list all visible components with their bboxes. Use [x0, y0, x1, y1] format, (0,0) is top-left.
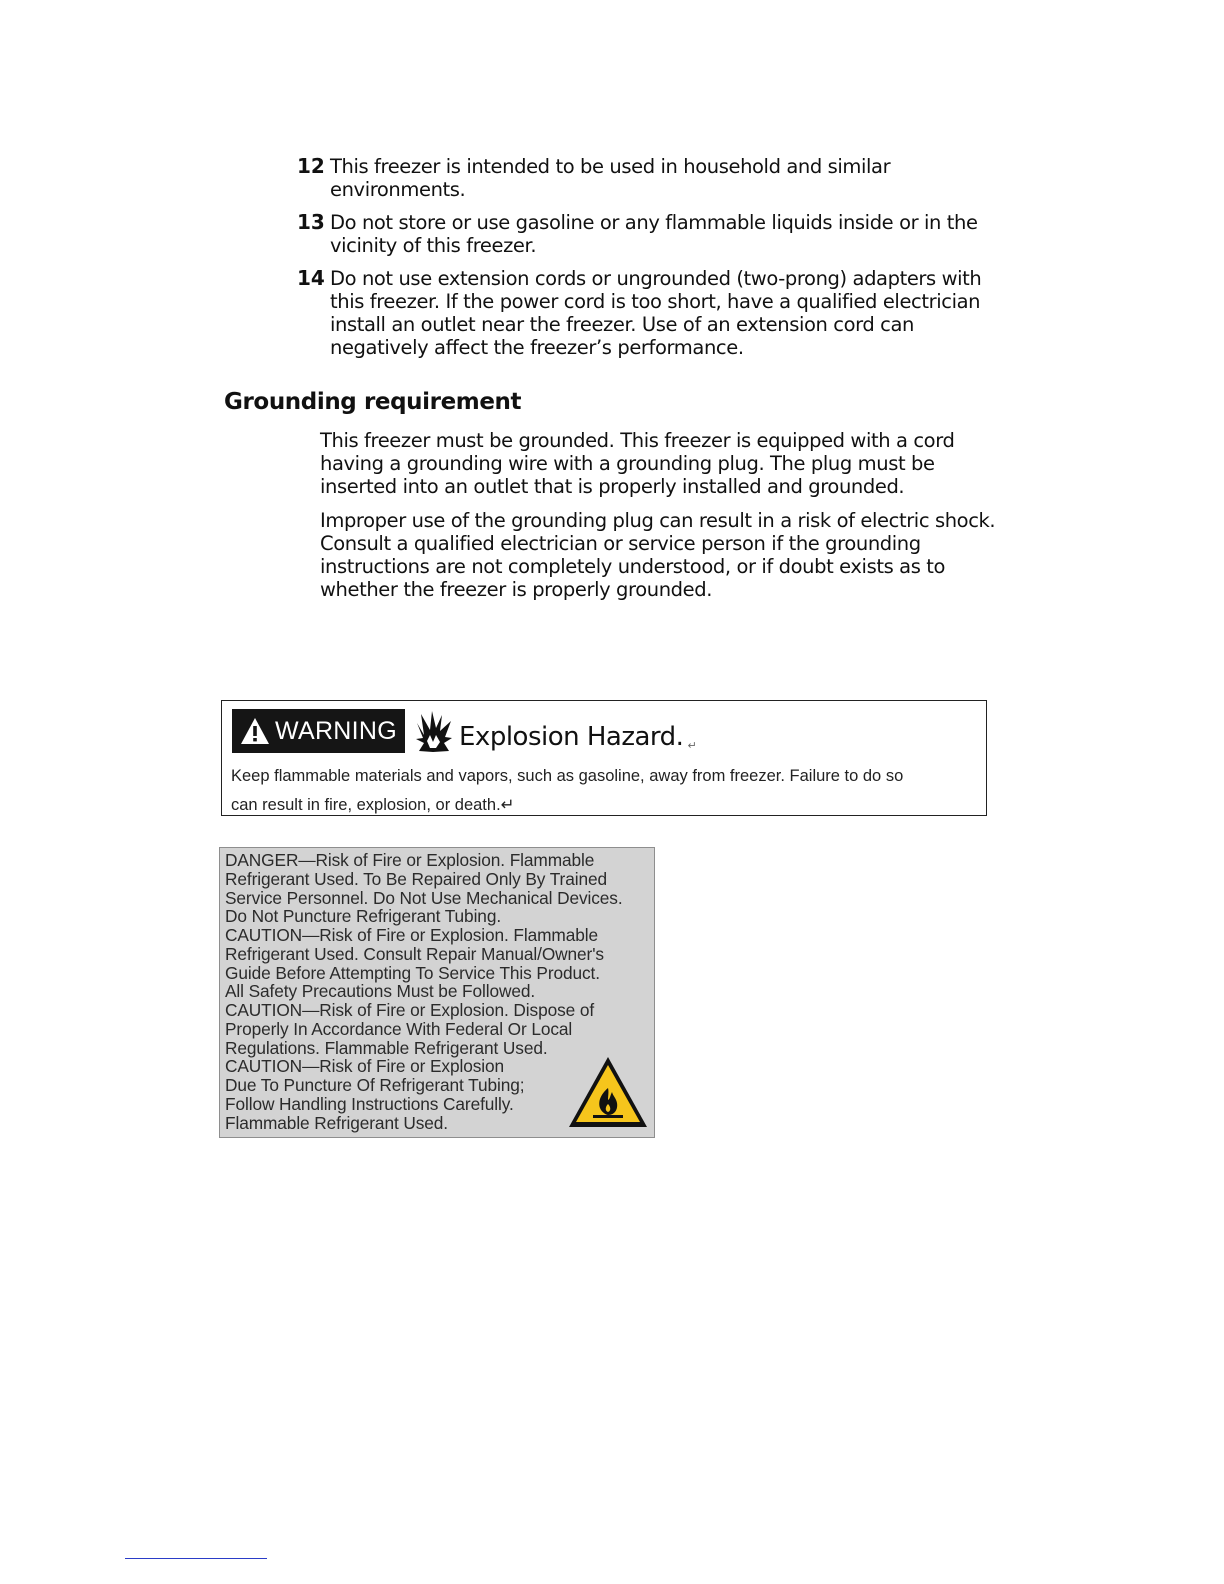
label-line: Due To Puncture Of Refrigerant Tubing; — [225, 1075, 525, 1095]
item-number: 13 — [297, 210, 325, 234]
footnote-separator — [125, 1558, 267, 1559]
list-item — [297, 211, 997, 257]
item-text — [330, 267, 981, 359]
warning-triangle-icon — [240, 717, 270, 745]
grounding-paragraph — [320, 509, 1000, 601]
label-text — [225, 851, 623, 1132]
warning-title-text: Explosion Hazard. — [459, 722, 684, 752]
return-mark: ↵ — [687, 739, 697, 752]
item-line: Do not store or use gasoline or any flammable liquids inside or in the — [330, 211, 978, 234]
paragraph-line: Improper use of the grounding plug can result in a risk of electric shock. — [320, 509, 996, 532]
label-line: Guide Before Attempting To Service This Product. — [225, 962, 600, 983]
item-line: negatively affect the freezer’s performance. — [330, 336, 744, 359]
label-line: CAUTION—Risk of Fire or Explosion — [225, 1056, 505, 1077]
safety-instructions-list — [297, 155, 997, 369]
paragraph-line: Consult a qualified electrician or service person if the grounding — [320, 532, 921, 555]
warning-badge-label: WARNING — [275, 716, 397, 745]
explosion-burst-icon — [415, 711, 453, 753]
warning-message-line: can result in fire, explosion, or death.↵ — [231, 795, 515, 814]
warning-message — [231, 762, 976, 819]
item-line: Do not use extension cords or ungrounded (two-prong) adapters with — [330, 267, 982, 290]
label-line: DANGER—Risk of Fire or Explosion. Flammable — [225, 850, 595, 870]
item-line: vicinity of this freezer. — [330, 234, 537, 257]
label-line: Regulations. Flammable Refrigerant Used. — [225, 1037, 548, 1058]
paragraph-line: inserted into an outlet that is properly installed and grounded. — [320, 475, 905, 498]
label-line: All Safety Precautions Must be Followed. — [225, 981, 536, 1002]
item-line: environments. — [330, 178, 466, 201]
label-line: CAUTION—Risk of Fire or Explosion. Dispose of — [225, 1000, 595, 1020]
refrigerant-warning-label — [219, 847, 655, 1138]
item-number: 12 — [297, 154, 325, 178]
explosion-warning-box — [221, 700, 987, 816]
label-line: Do Not Puncture Refrigerant Tubing. — [225, 906, 502, 927]
grounding-paragraph — [320, 429, 1000, 498]
list-item — [297, 155, 997, 201]
warning-header — [232, 709, 696, 753]
item-line: this freezer. If the power cord is too short, have a qualified electrician — [330, 290, 981, 313]
warning-message-line: Keep flammable materials and vapors, such as gasoline, away from freezer. Failure to do so — [231, 767, 904, 785]
label-line: CAUTION—Risk of Fire or Explosion. Flammable — [225, 925, 598, 945]
item-line: install an outlet near the freezer. Use of an extension cord can — [330, 313, 915, 336]
paragraph-line: having a grounding wire with a grounding plug. The plug must be — [320, 452, 935, 475]
item-text — [330, 155, 890, 201]
label-line: Flammable Refrigerant Used. — [225, 1112, 449, 1133]
list-item — [297, 267, 997, 359]
item-line: This freezer is intended to be used in household and similar — [330, 155, 891, 178]
paragraph-line: whether the freezer is properly grounded. — [320, 578, 713, 601]
paragraph-line: instructions are not completely understood, or if doubt exists as to — [320, 555, 946, 578]
label-line: Refrigerant Used. Consult Repair Manual/Owner's — [225, 943, 604, 964]
label-line: Properly In Accordance With Federal Or Local — [225, 1018, 573, 1039]
paragraph-line: This freezer must be grounded. This freezer is equipped with a cord — [320, 429, 955, 452]
item-text — [330, 211, 978, 257]
warning-title — [459, 722, 696, 752]
label-line: Follow Handling Instructions Carefully. — [225, 1093, 514, 1114]
label-line: Service Personnel. Do Not Use Mechanical Devices. — [225, 887, 623, 908]
flammable-warning-sign-icon — [566, 1054, 650, 1130]
label-line: Refrigerant Used. To Be Repaired Only By Trained — [225, 868, 607, 889]
warning-badge — [232, 709, 405, 753]
item-number: 14 — [297, 266, 325, 290]
section-heading: Grounding requirement — [224, 389, 522, 415]
grounding-body — [320, 429, 1000, 612]
